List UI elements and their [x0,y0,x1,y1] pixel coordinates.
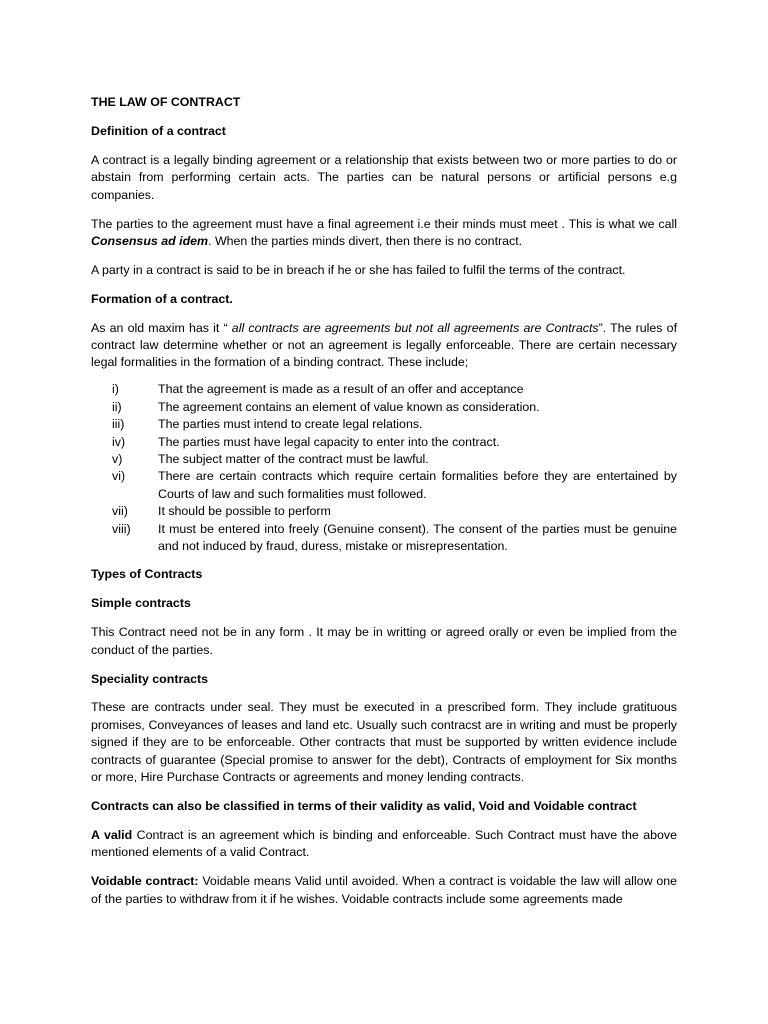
document-title: THE LAW OF CONTRACT [91,95,241,109]
definition-paragraph: A contract is a legally binding agreement or a relationship that exists between two or more parties to do or abstain from performing certain acts. The parties can be natural persons or artificial persons e.g companies. [91,152,677,202]
simple-contracts-heading: Simple contracts [91,596,191,611]
consensus-term: Consensus ad idem [91,233,209,248]
voidable-contract-paragraph [91,873,677,908]
consensus-paragraph [91,216,677,251]
formation-intro-before: As an old maxim has it “ [91,320,232,335]
list-item-text: The subject matter of the contract must be lawful. [158,452,429,466]
list-item [91,399,677,416]
list-item-number: ii) [112,399,122,414]
definition-heading: Definition of a contract [91,123,226,138]
list-item-number: vii) [112,504,128,519]
list-item-text: It should be possible to perform [158,504,331,519]
list-item-text: The parties must have legal capacity to enter into the contract. [158,434,500,449]
valid-text: Contract is an agreement which is binding and enforceable. Such Contract must have the above mentioned elements of a valid Contract. [91,827,677,860]
consensus-text-after: . When the parties minds divert, then there is no contract. [208,233,523,248]
speciality-contracts-heading: Speciality contracts [91,671,209,686]
list-item-number: v) [112,452,123,466]
list-item [91,416,677,433]
valid-label: A valid [91,827,133,842]
types-heading: Types of Contracts [91,567,203,582]
formation-heading: Formation of a contract. [91,291,233,306]
list-item-text: The agreement contains an element of value known as consideration. [158,399,540,414]
list-item-text: It must be entered into freely (Genuine consent). The consent of the parties must be genuine and not induced by fraud, duress, mistake or misrepresentation. [158,521,677,554]
list-item [91,468,677,503]
consensus-text-before: The parties to the agreement must have a final agreement i.e their minds must meet . This is what we call [91,216,677,231]
formation-intro-after: ”. The rules of contract law determine whether or not an agreement is legally enforceable. There are certain necessary legal formalities in the formation of a binding contract. These include; [91,320,678,370]
list-item [91,451,677,468]
list-item-number: iii) [112,417,125,432]
simple-contracts-paragraph: This Contract need not be in any form . It may be in writting or agreed orally or even be implied from the conduct of the parties. [91,625,677,657]
list-item-number: i) [112,382,119,397]
list-item [91,381,677,398]
formation-intro [91,320,677,372]
list-item-number: vi) [112,469,126,484]
formalities-list [91,381,677,555]
list-item-number: viii) [112,521,131,536]
voidable-text: Voidable means Valid until avoided. When a contract is voidable the law will allow one of the parties to withdraw from it if he wishes. Voidable contracts include some agreements made [91,874,678,906]
list-item-text: There are certain contracts which require certain formalities before they are entertained by Courts of law and such formalities must followed. [158,469,677,501]
validity-heading: Contracts can also be classified in terms of their validity as valid, Void and Voidable contract [91,799,637,813]
list-item-text: The parties must intend to create legal relations. [158,417,423,432]
list-item-number: iv) [112,434,126,449]
list-item [91,503,677,520]
valid-contract-paragraph [91,827,677,862]
breach-paragraph: A party in a contract is said to be in breach if he or she has failed to fulfil the terms of the contract. [91,262,626,277]
list-item-text: That the agreement is made as a result of an offer and acceptance [158,382,524,397]
list-item [91,521,677,556]
maxim-quote: all contracts are agreements but not all agreements are Contracts [231,320,599,335]
speciality-contracts-paragraph: These are contracts under seal. They must be executed in a prescribed form. They include gratituous promises, Conveyances of leases and land etc. Usually such contracst are in writing and must be properly signed if they are to be enforceable. Other contracts that must be supported by written evidence include contracts of guarantee (Special promise to answer for the debt), Contracts of employment for Six months or more, Hire Purchase Contracts or agreements and money lending contracts. [91,700,677,785]
list-item [91,434,677,451]
voidable-label: Voidable contract: [91,874,199,889]
